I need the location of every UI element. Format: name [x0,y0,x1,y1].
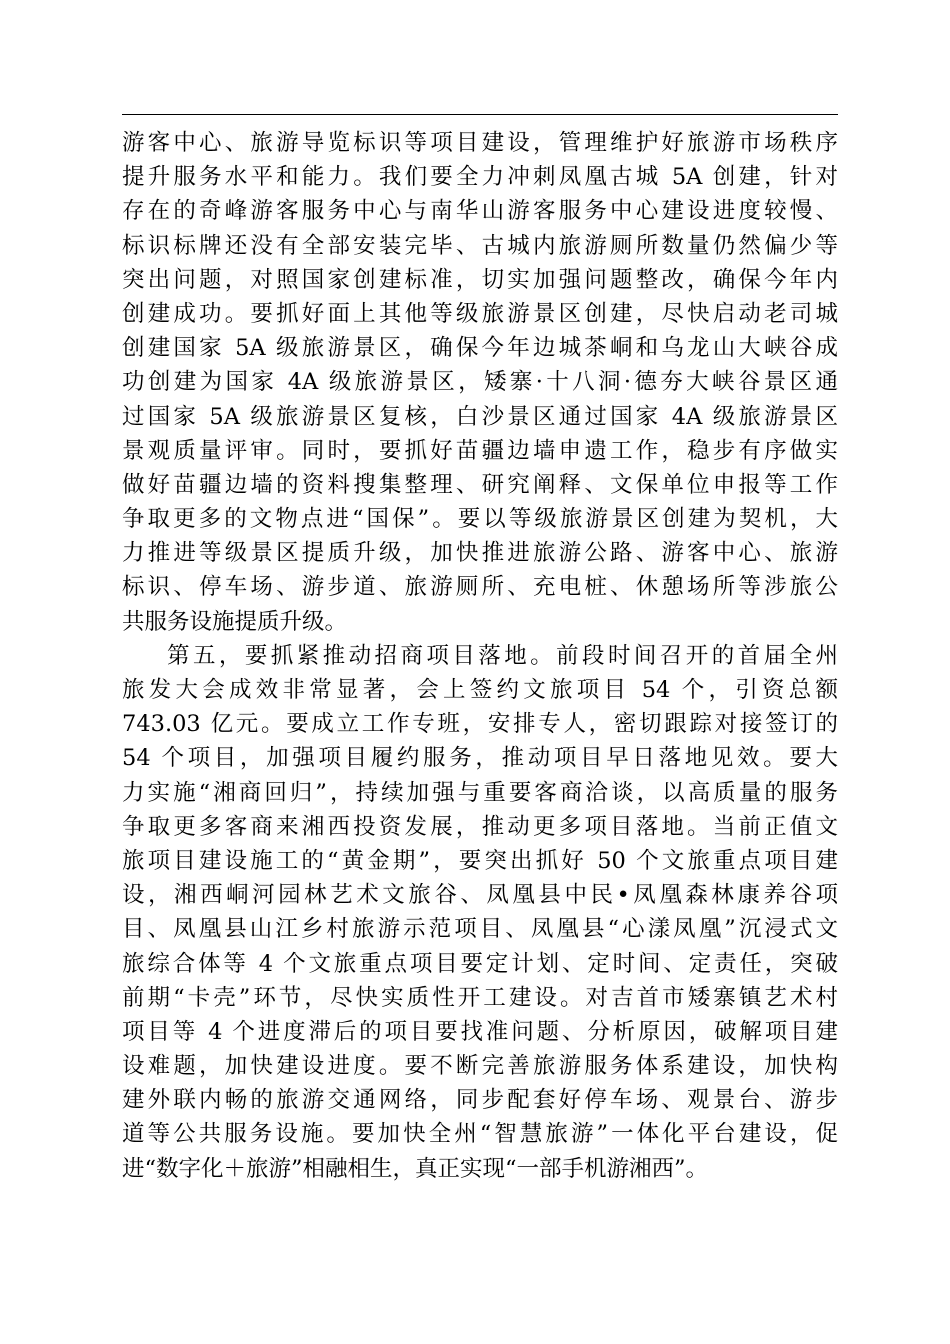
text-line: 旅综合体等 4 个文旅重点项目要定计划、定时间、定责任，突破 [122,950,838,977]
text-line: 争取更多客商来湘西投资发展，推动更多项目落地。当前正值文 [122,813,838,840]
text-line: 争取更多的文物点进“国保”。要以等级旅游景区创建为契机，大 [122,506,838,533]
text-line: 创建成功。要抓好面上其他等级旅游景区创建，尽快启动老司城 [122,300,838,327]
text-line: 项目等 4 个进度滞后的项目要找准问题、分析原因，破解项目建 [122,1018,838,1045]
paragraph-end-line: 共服务设施提质升级。 [122,608,348,635]
text-line: 力推进等级景区提质升级，加快推进旅游公路、游客中心、旅游 [122,540,838,567]
paragraph-start-line: 第五，要抓紧推动招商项目落地。前段时间召开的首届全州 [167,642,838,669]
text-line: 旅项目建设施工的“黄金期”，要突出抓好 50 个文旅重点项目建 [122,847,838,874]
text-line: 标识标牌还没有全部安装完毕、古城内旅游厕所数量仍然偏少等 [122,232,838,259]
text-line: 743.03 亿元。要成立工作专班，安排专人，密切跟踪对接签订的 [122,711,838,738]
text-line: 目、凤凰县山江乡村旅游示范项目、凤凰县“心漾凤凰”沉浸式文 [122,916,838,943]
text-line: 过国家 5A 级旅游景区复核，白沙景区通过国家 4A 级旅游景区 [122,403,838,430]
text-line: 旅发大会成效非常显著，会上签约文旅项目 54 个，引资总额 [122,677,838,703]
text-line: 设，湘西峒河园林艺术文旅谷、凤凰县中民•凤凰森林康养谷项 [122,882,838,909]
text-line: 存在的奇峰游客服务中心与南华山游客服务中心建设进度较慢、 [122,198,838,225]
header-rule [122,114,838,115]
paragraph-end-line: 进“数字化＋旅游”相融相生，真正实现“一部手机游湘西”。 [122,1155,709,1182]
text-line: 道等公共服务设施。要加快全州“智慧旅游”一体化平台建设，促 [122,1121,838,1148]
text-line: 突出问题，对照国家创建标准，切实加强问题整改，确保今年内 [122,266,838,293]
text-line: 前期“卡壳”环节，尽快实质性开工建设。对吉首市矮寨镇艺术村 [122,984,838,1011]
text-line: 创建国家 5A 级旅游景区，确保今年边城茶峒和乌龙山大峡谷成 [122,335,838,362]
text-line: 建外联内畅的旅游交通网络，同步配套好停车场、观景台、游步 [122,1087,838,1114]
text-line: 景观质量评审。同时，要抓好苗疆边墙申遗工作，稳步有序做实 [122,437,838,464]
text-line: 54 个项目，加强项目履约服务，推动项目早日落地见效。要大 [122,745,838,772]
text-line: 做好苗疆边墙的资料搜集整理、研究阐释、文保单位申报等工作 [122,471,838,498]
text-line: 标识、停车场、游步道、旅游厕所、充电桩、休憩场所等涉旅公 [122,574,838,601]
text-line: 提升服务水平和能力。我们要全力冲刺凤凰古城 5A 创建，针对 [122,164,838,191]
text-line: 功创建为国家 4A 级旅游景区，矮寨·十八洞·德夯大峡谷景区通 [122,369,838,396]
text-line: 游客中心、旅游导览标识等项目建设，管理维护好旅游市场秩序 [122,130,838,156]
text-line: 力实施“湘商回归”，持续加强与重要客商洽谈，以高质量的服务 [122,779,838,806]
text-line: 设难题，加快建设进度。要不断完善旅游服务体系建设，加快构 [122,1053,838,1080]
body-text [122,126,838,1186]
